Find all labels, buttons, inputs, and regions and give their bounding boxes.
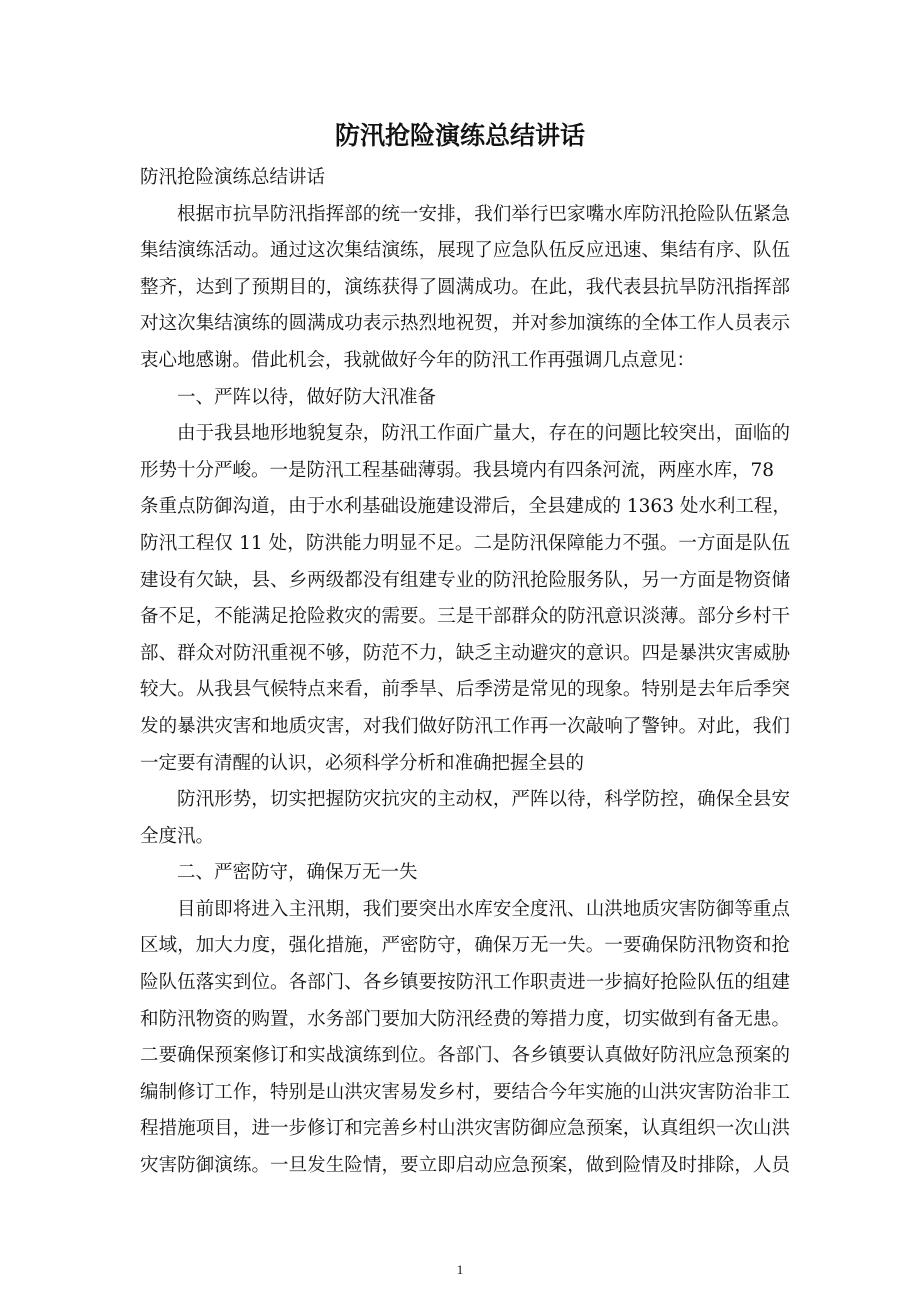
body-line: 程措施项目，进一步修订和完善乡村山洪灾害防御应急预案，认真组织一次山洪 [140,1118,790,1140]
body-line: 由于我县地形地貌复杂，防汛工作面广量大，存在的问题比较突出，面临的 [177,423,790,445]
body-line: 一定要有清醒的认识，必须科学分析和准确把握全县的 [140,752,585,774]
body-line: 整齐，达到了预期目的，演练获得了圆满成功。在此，我代表县抗旱防汛指挥部 [140,276,790,298]
section-heading-1: 一、严阵以待，做好防大汛准备 [177,386,437,408]
page-number: 1 [456,1262,464,1277]
body-line: 根据市抗旱防汛指挥部的统一安排，我们举行巴家嘴水库防汛抢险队伍紧急 [177,203,790,225]
body-line: 条重点防御沟道，由于水利基础设施建设滞后，全县建成的 1363 处水利工程， [140,496,791,518]
body-line: 备不足，不能满足抢险救灾的需要。三是干部群众的防汛意识淡薄。部分乡村干 [140,606,790,628]
body-line: 目前即将进入主汛期，我们要突出水库安全度汛、山洪地质灾害防御等重点 [177,898,790,920]
body-line: 部、群众对防汛重视不够，防范不力，缺乏主动避灾的意识。四是暴洪灾害威胁 [140,642,790,664]
body-line: 较大。从我县气候特点来看，前季旱、后季涝是常见的现象。特别是去年后季突 [140,679,790,701]
body-line: 发的暴洪灾害和地质灾害，对我们做好防汛工作再一次敲响了警钟。对此，我们 [140,715,790,737]
body-line: 集结演练活动。通过这次集结演练，展现了应急队伍反应迅速、集结有序、队伍 [140,240,790,262]
document-title: 防汛抢险演练总结讲话 [334,121,585,150]
body-line: 编制修订工作，特别是山洪灾害易发乡村，要结合今年实施的山洪灾害防治非工 [140,1081,790,1103]
body-line: 防汛形势，切实把握防灾抗灾的主动权，严阵以待，科学防控，确保全县安 [177,789,790,811]
body-line: 建设有欠缺，县、乡两级都没有组建专业的防汛抢险服务队，另一方面是物资储 [140,569,790,591]
body-line: 衷心地感谢。借此机会，我就做好今年的防汛工作再强调几点意见： [140,349,696,371]
document-body [140,160,790,1185]
subtitle-line: 防汛抢险演练总结讲话 [140,167,326,188]
body-line: 全度汛。 [140,825,215,847]
body-line: 和防汛物资的购置，水务部门要加大防汛经费的筹措力度，切实做到有备无患。 [140,1008,790,1030]
body-line: 二要确保预案修订和实战演练到位。各部门、各乡镇要认真做好防汛应急预案的 [140,1045,790,1067]
body-line: 灾害防御演练。一旦发生险情，要立即启动应急预案，做到险情及时排除，人员 [140,1155,790,1177]
section-heading-2: 二、严密防守，确保万无一失 [177,862,418,884]
body-line: 形势十分严峻。一是防汛工程基础薄弱。我县境内有四条河流，两座水库，78 [140,459,775,481]
body-line: 对这次集结演练的圆满成功表示热烈地祝贺，并对参加演练的全体工作人员表示 [140,313,790,335]
body-line: 险队伍落实到位。各部门、各乡镇要按防汛工作职责进一步搞好抢险队伍的组建 [140,972,790,994]
body-line: 区域，加大力度，强化措施，严密防守，确保万无一失。一要确保防汛物资和抢 [140,935,790,957]
body-line: 防汛工程仅 11 处，防洪能力明显不足。二是防汛保障能力不强。一方面是队伍 [140,532,790,554]
